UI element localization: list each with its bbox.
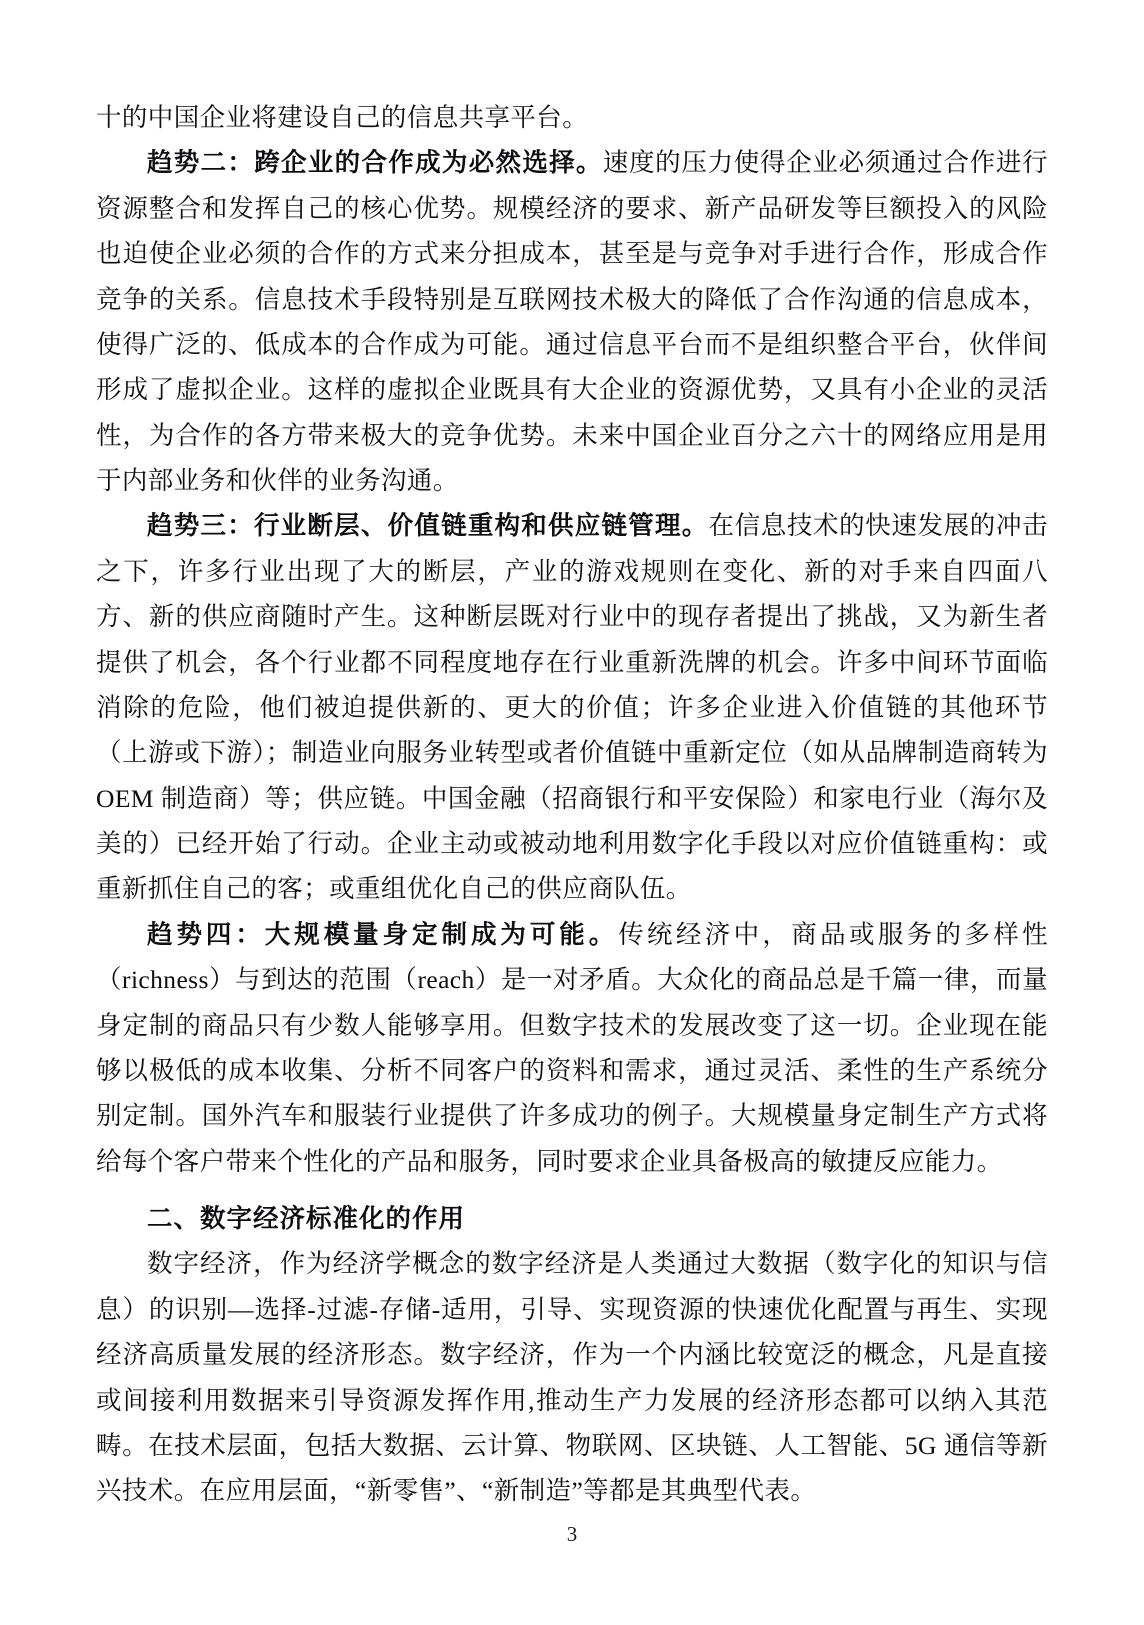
paragraph-text: 速度的压力使得企业必须通过合作进行资源整合和发挥自己的核心优势。规模经济的要求、新产品研发等巨额投入的风险也迫使企业必须的合作的方式来分担成本，甚至是与竞争对手进行合作，形成合作竞争的关系。信息技术手段特别是互联网技术极大的降低了合作沟通的信息成本，使得广泛的、低成本的合作成为可能。通过信息平台而不是组织整合平台，伙伴间形成了虚拟企业。这样的虚拟企业既具有大企业的资源优势，又具有小企业的灵活性，为合作的各方带来极大的竞争优势。未来中国企业百分之六十的网络应用是用于内部业务和伙伴的业务沟通。	[96, 148, 1048, 495]
trend-four-lead: 趋势四：大规模量身定制成为可能。	[147, 919, 619, 949]
paragraph-text: 十的中国企业将建设自己的信息共享平台。	[96, 103, 589, 132]
paragraph-digital-economy	[96, 1241, 1048, 1513]
paragraph-trend-four	[96, 912, 1048, 1184]
paragraph-text: 传统经济中，商品或服务的多样性（richness）与到达的范围（reach）是一对矛盾。大众化的商品总是千篇一律，而量身定制的商品只有少数人能够享用。但数字技术的发展改变了这一切。企业现在能够以极低的成本收集、分析不同客户的资料和需求，通过灵活、柔性的生产系统分别定制。国外汽车和服装行业提供了许多成功的例子。大规模量身定制生产方式将给每个客户带来个性化的产品和服务，同时要求企业具备极高的敏捷反应能力。	[96, 919, 1048, 1176]
paragraph-trend-three	[96, 503, 1048, 911]
paragraph-text: 数字经济，作为经济学概念的数字经济是人类通过大数据（数字化的知识与信息）的识别—选择-过滤-存储-适用，引导、实现资源的快速优化配置与再生、实现经济高质量发展的经济形态。数字经济，作为一个内涵比较宽泛的概念，凡是直接或间接利用数据来引导资源发挥作用,推动生产力发展的经济形态都可以纳入其范畴。在技术层面，包括大数据、云计算、物联网、区块链、人工智能、5G 通信等新兴技术。在应用层面，“新零售”、“新制造”等都是其典型代表。	[96, 1249, 1048, 1506]
paragraph-trend-two	[96, 140, 1048, 503]
paragraph-continued	[96, 95, 1048, 140]
trend-three-lead: 趋势三：行业断层、价值链重构和供应链管理。	[147, 511, 709, 541]
document-body	[96, 95, 1048, 1514]
page-number: 3	[566, 1522, 578, 1546]
section-heading: 二、数字经济标准化的作用	[147, 1204, 466, 1233]
trend-two-lead: 趋势二：跨企业的合作成为必然选择。	[147, 148, 603, 178]
paragraph-text: 在信息技术的快速发展的冲击之下，许多行业出现了大的断层，产业的游戏规则在变化、新的对手来自四面八方、新的供应商随时产生。这种断层既对行业中的现存者提出了挑战，又为新生者提供了机会，各个行业都不同程度地存在行业重新洗牌的机会。许多中间环节面临消除的危险，他们被迫提供新的、更大的价值；许多企业进入价值链的其他环节（上游或下游）；制造业向服务业转型或者价值链中重新定位（如从品牌制造商转为 OEM 制造商）等；供应链。中国金融（招商银行和平安保险）和家电行业（海尔及美的）已经开始了行动。企业主动或被动地利用数字化手段以对应价值链重构：或重新抓住自己的客；或重组优化自己的供应商队伍。	[96, 511, 1048, 904]
